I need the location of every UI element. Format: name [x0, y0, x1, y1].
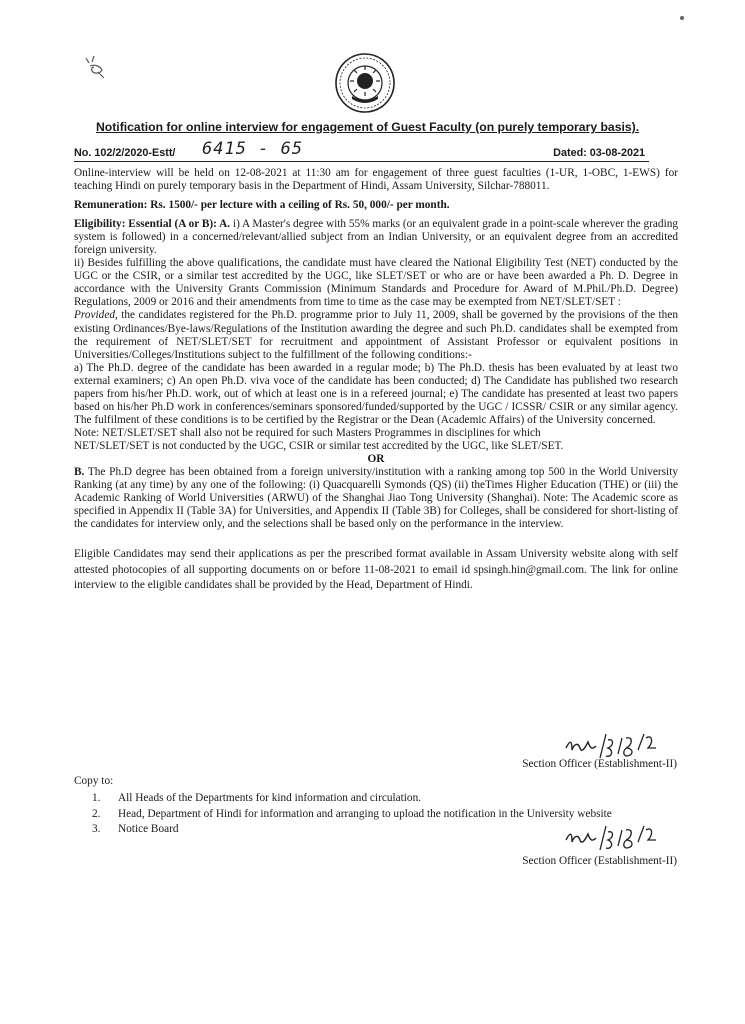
option-b-label: B.	[74, 466, 85, 479]
notification-date: Dated: 03-08-2021	[553, 147, 645, 159]
list-item: 3. Notice Board	[92, 823, 179, 835]
signatory-title: Section Officer (Establishment-II)	[522, 855, 677, 867]
list-item: 2. Head, Department of Hindi for information and arranging to upload the notification in the University website	[92, 807, 612, 820]
copy-to-label: Copy to:	[74, 775, 114, 787]
handwritten-signature	[560, 820, 660, 856]
notification-heading: Notification for online interview for engagement of Guest Faculty (on purely temporary basis).	[96, 120, 640, 134]
stray-dot	[680, 16, 684, 20]
eligibility-label: Eligibility: Essential (A or B): A.	[74, 218, 231, 231]
proviso-paragraph	[74, 309, 678, 361]
university-seal-logo	[334, 52, 396, 114]
option-b-text: The Ph.D degree has been obtained from a foreign university/institution with a ranking among top 500 in the World University Ranking (at any time) by any one of the following: (i) Quacquarelli Symonds (QS) (ii) theTimes Higher Education (THE) or (iii) the Academic Ranking of World Universities (ARWU) of the Shanghai Jiao Tong University (Shanghai). Note: The Academic score as specified in Appendix II (Table 3A) for Universities, and Appendix II (Table 3B) for Colleges, shall be considered for short-listing of the candidates for interview only, and the selections shall be based only on the performance in the interview.	[74, 466, 678, 531]
eligibility-paragraph	[74, 218, 678, 257]
proviso-text: , the candidates registered for the Ph.D. programme prior to July 11, 2009, shall be governed by the provisions of the then existing Ordinances/Bye-laws/Regulations of the Institution awarding the degree and such Ph.D. candidates shall be exempted from the requirement of NET/SLET/SET for recruitment and appointment of Assistant Professor or equivalent positions in Universities/Colleges/Institutions subject to the fulfillment of the following conditions:-	[74, 309, 678, 361]
note-line-2: NET/SLET/SET is not conducted by the UGC, CSIR or similar test accredited by the UGC, like SLET/SET.	[74, 439, 564, 452]
application-paragraph: Eligible Candidates may send their applications as per the prescribed format available in Assam University website along with self attested photocopies of all supporting documents on or before 11-08-2021 to email id spsingh.hin@gmail.com. The link for online interview to the eligible candidates shall be provided by the Head, Department of Hindi.	[74, 548, 678, 592]
remuneration-line: Remuneration: Rs. 1500/- per lecture with a ceiling of Rs. 50, 000/- per month.	[74, 199, 450, 212]
list-item: 1. All Heads of the Departments for kind information and circulation.	[92, 792, 422, 804]
intro-paragraph: Online-interview will be held on 12-08-2021 at 11:30 am for engagement of three guest faculties (1-UR, 1-OBC, 1-EWS) for teaching Hindi on purely temporary basis in the Department of Hindi, Assam University, Silchar-788011.	[74, 167, 678, 193]
notification-body	[74, 167, 678, 594]
eligibility-a-criteria-1: i) A Master's degree with 55% marks (or an equivalent grade in a point-scale wherever the grading system is followed) in a concerned/relevant/allied subject from an Indian University, or an equivalent degree from an accredited foreign university.	[74, 218, 678, 257]
handwritten-reference-number: 6415 - 65	[202, 139, 304, 159]
reference-line	[74, 139, 649, 162]
option-b-paragraph	[74, 466, 678, 531]
eligibility-a-criteria-2: ii) Besides fulfilling the above qualifications, the candidate must have cleared the National Eligibility Test (NET) conducted by the UGC or the CSIR, or a similar test accredited by the UGC, like SLET/SET or who are or have been awarded a Ph. D. Degree in accordance with the University Grants Commission (Minimum Standards and Procedure for Award of M.Phil./Ph.D. Degree) Regulations, 2009 or 2016 and their amendments from time to time as the case may be exempted from NET/SLET/SET :	[74, 257, 678, 309]
reference-number: No. 102/2/2020-Estt/	[74, 147, 176, 159]
note-line-1: Note: NET/SLET/SET shall also not be required for such Masters Programmes in disciplines for which	[74, 426, 541, 439]
conditions-paragraph: a) The Ph.D. degree of the candidate has been awarded in a regular mode; b) The Ph.D. thesis has been evaluated by at least two external examiners; c) An open Ph.D. viva voce of the candidate has been conducted; d) The Candidate has published two research papers from his/her Ph.D. work, out of which at least one is in a refereed journal; e) The candidate has presented at least two papers based on his/her Ph.D work in conferences/seminars sponsored/funded/supported by the UGC / ICSSR/ CSIR or any similar agency. The fulfilment of these conditions is to be certified by the Registrar or the Dean (Academic Affairs) of the University concerned.	[74, 361, 678, 426]
proviso-label: Provided	[74, 309, 115, 322]
signatory-title: Section Officer (Establishment-II)	[522, 758, 677, 770]
stray-ink-mark	[80, 52, 110, 82]
or-separator: OR	[367, 452, 385, 465]
